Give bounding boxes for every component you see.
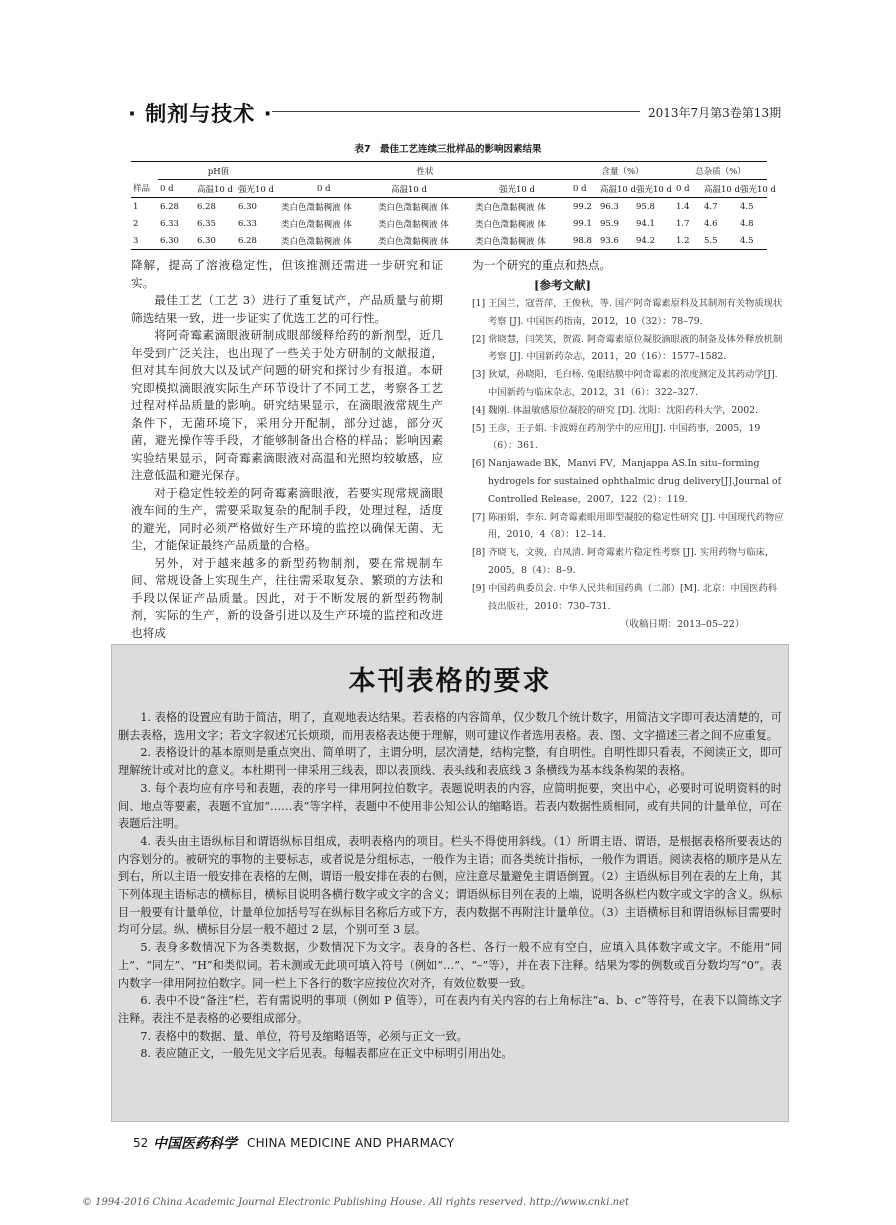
table-cell: 94.2 [634, 232, 674, 250]
table-cell: 类白色澂黏稠液 体 [473, 232, 571, 250]
reference-item: [3] 狄斌，孙晓阳，毛白杨. 兔眼结膜中阿奇霉素的浓度测定及其药动学[J]. 中国新药与临床杂志，2012，31（6）：322–327. [472, 369, 778, 398]
reference-item: [4] 魏刚. 体温敏感原位凝胶的研究 [D]. 沈阳：沈阳药科大学，2002. [472, 404, 759, 416]
table-cell: 4.8 [740, 218, 754, 229]
body-paragraph: 将阿奇霉素滴眼液研制成眼部缓释给药的新剂型，近几年受到广泛关注，也出现了一些关于处方研制的文献报道，但对其车间放大以及试产问题的研究和探讨少有报道。本研究即模拟滴眼液实际生产环节设计了不同工艺，考察各工艺过程对样品质量的影响。研究结果显示，在滴眼液常规生产条件下，无菌环境下，采用分开配制，部分过滤，部分灭菌，避光操作等手段，才能够制备出合格的样品；影响因素实验结果显示，阿奇霉素滴眼液对高温和光照均较敏感，应注意低温和避光保存。 [131, 328, 443, 482]
body-paragraph: 最佳工艺（工艺 3）进行了重复试产，产品质量与前期筛选结果一致，进一步证实了优选工艺的可行性。 [131, 293, 443, 325]
group-header-impurity: 总杂质（%） [674, 162, 767, 180]
table-cell: 6.28 [160, 201, 179, 212]
table-cell: 类白色澂黏稠液 体 [475, 219, 546, 230]
table-cell: 96.3 [600, 201, 619, 212]
table-cell: 6.33 [238, 218, 257, 229]
table-cell: 5.5 [702, 232, 738, 250]
table-cell: 1.7 [676, 218, 690, 229]
body-right-column [472, 257, 784, 275]
table-row [131, 232, 767, 250]
table-cell: 2 [133, 218, 139, 229]
table-cell: 类白色澂黏稠液 体 [378, 202, 449, 213]
notice-title: 本刊表格的要求 [348, 666, 552, 697]
table-cell: 6.30 [195, 232, 236, 250]
table-cell: 98.8 [571, 232, 598, 250]
body-paragraph: 为一个研究的重点和热点。 [472, 258, 612, 272]
notice-paragraph: 6. 表中不设“备注”栏，若有需说明的事项（例如 P 值等），可在表内有关内容的右上角标注“a、b、c”等符号，在表下以简练文字注释。表注不是表格的必要组成部分。 [118, 994, 782, 1025]
table-cell: 4.7 [704, 201, 718, 212]
col-header: 强光10 d [634, 180, 674, 198]
notice-paragraph: 4. 表头由主语纵标目和谓语纵标目组成，表明表格内的项目。栏头不得使用斜线。（1）所谓主语、谓语，是根据表格所要表达的内容划分的。被研究的事物的主要标志，或者说是分组标志，一般作为主语；而各类统计指标，一般作为谓语。阅读表格的顺序是从左到右，所以主语一般安排在表格的左侧，谓语一般安排在表的右侧，应注意尽量避免主谓语倒置。（2）主语纵标目列在表的左上角，其下列体现主语标志的横标目，横标目说明各横行数字或文字的含义；谓语纵标目列在表的上端，说明各纵栏内数字或文字的含义。纵标目一般要有计量单位，计量单位加括号写在纵标目名称后方或下方，表内数据不再附注计量单位。（3）主语横标目和谓语纵标目需要时均可分层。纵、横标目分层一般不超过 2 层，个别可至 3 层。 [118, 834, 782, 937]
table-cell: 类白色澂黏稠液 体 [376, 232, 473, 250]
table-cell: 93.6 [598, 232, 634, 250]
table-cell: 6.30 [158, 232, 195, 250]
received-date: （收稿日期：2013–05–22） [620, 619, 745, 630]
col-header: 强光10 d [473, 180, 571, 198]
table-cell: 94.1 [636, 218, 655, 229]
col-header: 0 d [158, 180, 195, 198]
reference-item: [7] 陈丽娟，李东. 阿奇霉素眼用即型凝胶的稳定性研究 [J]. 中国现代药物应用，2010，4（8）：12–14. [472, 511, 784, 541]
notice-paragraph: 3. 每个表均应有序号和表题，表的序号一律用阿拉伯数字。表题说明表的内容，应简明扼要，突出中心，必要时可说明资料的时间、地点等要素，表题不宜加“……表”等字样，表题中不使用非公知公认的缩略语。若表内数据性质相同，或有共同的计量单位，可在表题后注明。 [118, 781, 782, 831]
table-cell: 类白色澂黏稠液 体 [279, 232, 376, 250]
reference-item: [9] 中国药典委员会. 中华人民共和国药典（二部）[M]. 北京：中国医药科技出版社，2010：730–731. [472, 582, 778, 612]
table-corner [131, 162, 158, 180]
col-header: 高温10 d [195, 180, 236, 198]
body-paragraph: 另外，对于越来越多的新型药物制剂，要在常规制车间、常规设备上实现生产，往往需采取复杂、繁琐的方法和手段以保证产品质量。因此，对于不断发展的新型药物制剂，实际的生产，新的设备引进以及生产环境的监控和改进也将成 [131, 555, 443, 640]
reference-item: [5] 王彦，王子娟. 卡波姆在药剂学中的应用[J]. 中国药事，2005，19（6）：361. [472, 422, 761, 452]
table-cell: 类白色澂黏稠液 体 [475, 202, 546, 213]
table-cell: 类白色澂黏稠液 体 [378, 219, 449, 230]
notice-paragraph: 2. 表格设计的基本原则是重点突出、简单明了，主谓分明，层次清楚，结构完整，有自明性。自明性即只看表，不阅读正文，即可理解统计或对比的意义。本杜期刊一律采用三线表，即以表顶线、表头线和表底线 3 条横线为基本线条构架的表格。 [118, 746, 782, 778]
col-header: 强光10 d [738, 180, 767, 198]
col-header: 0 d [674, 180, 702, 198]
stability-table [131, 161, 776, 250]
table-row [131, 198, 767, 216]
reference-item: [8] 齐晓飞，文骏，白凤清. 阿奇霉素片稳定性考察 [J]. 实用药物与临床，2005，8（4）：8–9. [472, 547, 775, 576]
body-paragraph: 对于稳定性较差的阿奇霉素滴眼液，若要实现常规滴眼液车间的生产，需要采取复杂的配制手段，处理过程，适度的避光，同时必须严格做好生产环境的监控以确保无菌、无尘，才能保证最终产品质量的合格。 [131, 485, 443, 552]
section-title: · 制剂与技术 · [128, 102, 273, 126]
table-cell: 类白色澂黏稠液 体 [281, 202, 352, 213]
issue-info: 2013年7月第3卷第13期 [648, 106, 782, 120]
table-cell: 99.2 [573, 201, 592, 212]
table-cell: 6.33 [160, 218, 179, 229]
col-header: 0 d [279, 180, 376, 198]
body-paragraph: 降解，提高了溶液稳定性，但该推测还需进一步研究和证实。 [131, 258, 443, 290]
table-cell: 95.9 [600, 218, 619, 229]
group-header-appearance: 性状 [279, 162, 571, 180]
col-header: 0 d [571, 180, 598, 198]
references-title: [参考文献] [534, 278, 591, 292]
reference-item: [1] 王国兰，寇晋萍，王俊秋，等. 国产阿奇霉素原料及其制剂有关物质现状考察 [J]. 中国医药指南，2012，10（32）：78–79. [472, 298, 783, 327]
col-header: 样品 [131, 180, 158, 198]
journal-logo-cn: 中国医药科学 [153, 1136, 237, 1152]
table-cell: 类白色澂黏稠液 体 [281, 219, 352, 230]
references-list [472, 295, 784, 615]
col-header: 强光10 d [236, 180, 279, 198]
page-number: 52 [133, 1136, 149, 1150]
notice-paragraph: 1. 表格的设置应有助于简洁，明了，直观地表达结果。若表格的内容简单，仅少数几个统计数字，用简洁文字即可表达清楚的，可删去表格，选用文字；若文字叙述冗长烦琐，而用表格表达便于理解，则可建议作者选用表格。表、图、文字描述三者之间不应重复。 [118, 711, 782, 742]
notice-body [118, 709, 782, 1063]
notice-paragraph: 7. 表格中的数据、量、单位，符号及缩略语等，必须与正文一致。 [140, 1029, 468, 1043]
copyright-notice: © 1994-2016 China Academic Journal Electronic Publishing House. All rights reserved. http://www.cnki.net [82, 1197, 630, 1208]
table-cell: 6.28 [236, 232, 279, 250]
table-cell: 1.4 [676, 201, 690, 212]
table-cell: 6.35 [197, 218, 216, 229]
table-cell: 6.30 [238, 201, 257, 212]
table-cell: 4.6 [704, 218, 718, 229]
reference-item: [6] Nanjawade BK，Manvi FV，Manjappa AS.In situ–forming hydrogels for sustained ophthalmic drug delivery[J].Journal of Controlled Release，2007，122（2）：119. [472, 458, 782, 505]
table-cell: 1.2 [674, 232, 702, 250]
table-caption: 表7 最佳工艺连续三批样品的影响因素结果 [354, 144, 542, 155]
col-header: 高温10 d [598, 180, 634, 198]
table-requirements-notice [111, 644, 789, 1122]
group-header-ph: pH值 [158, 162, 279, 180]
group-header-content: 含量（%） [571, 162, 674, 180]
table-cell: 1 [133, 201, 139, 212]
col-header: 高温10 d [376, 180, 473, 198]
table-cell: 4.5 [738, 232, 767, 250]
reference-item: [2] 常晓慧，闫笑笑，贺霞. 阿奇霉素原位凝胶滴眼液的制备及体外释放机制考察 [J]. 中国新药杂志，2011，20（16）：1577–1582. [472, 333, 783, 363]
table-cell: 4.5 [740, 201, 754, 212]
body-left-column [131, 257, 443, 642]
table-cell: 3 [131, 232, 158, 250]
table-cell: 99.1 [573, 218, 592, 229]
header-rule [272, 111, 640, 112]
notice-paragraph: 5. 表身多数情况下为各类数据，少数情况下为文字。表身的各栏、各行一般不应有空白，应填入具体数字或文字。不能用“同上”、“同左”、“H”和类似词。若未测或无此项可填入符号（例如“…”、“–”等），并在表下注释。结果为零的例数或百分数均写“0”。表内数字一律用阿拉伯数字。同一栏上下各行的数字应按位次对齐，有效位数要一致。 [118, 941, 782, 990]
table-cell: 6.28 [197, 201, 216, 212]
notice-paragraph: 8. 表应随正文，一般先见文字后见表。每幅表都应在正文中标明引用出处。 [140, 1047, 513, 1061]
col-header: 高温10 d [702, 180, 738, 198]
table-row [131, 215, 767, 232]
table-cell: 95.8 [636, 201, 655, 212]
journal-name-en: CHINA MEDICINE AND PHARMACY [247, 1136, 455, 1150]
